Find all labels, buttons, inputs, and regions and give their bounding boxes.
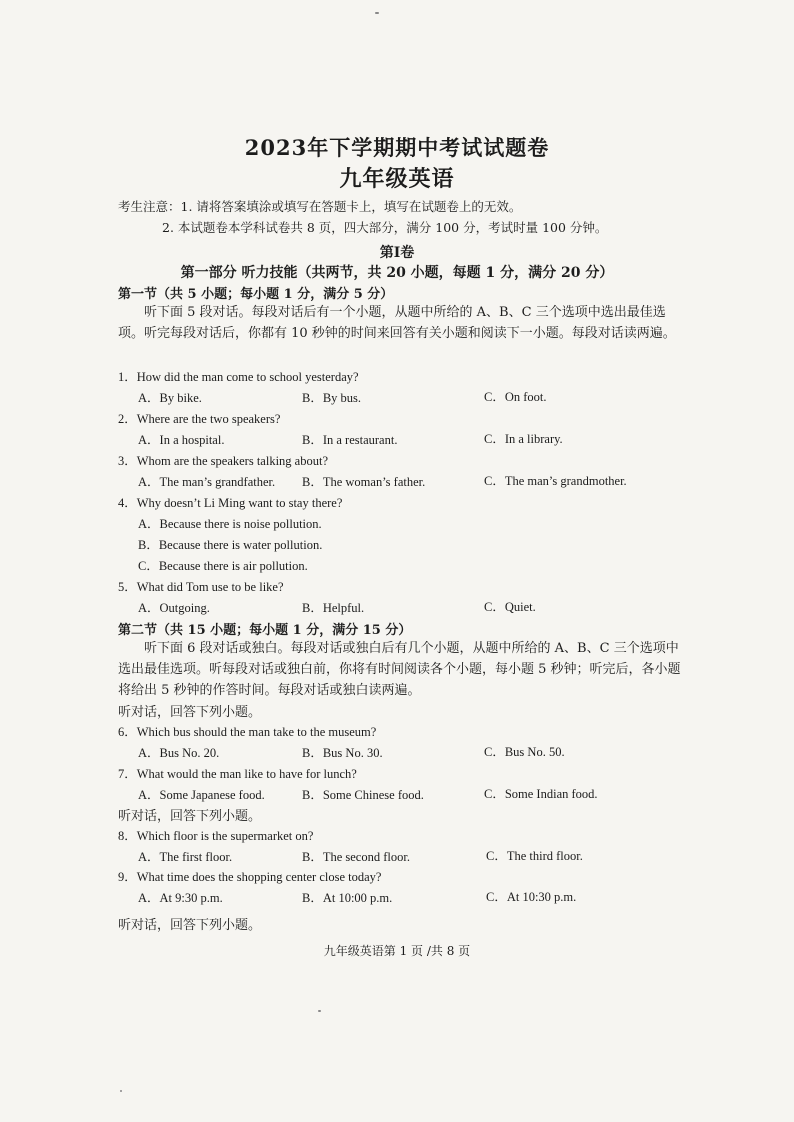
section2-heading: 第二节（共 15 小题；每小题 1 分，满分 15 分）	[118, 623, 412, 638]
section2-instruction: 听下面 6 段对话或独白。每段对话或独白后有几个小题，从题中所给的 A、B、C 三个选项中选出最佳选项。听每段对话或独白前，你将有时间阅读各个小题，每小题 5 秒钟；听完后，各小题将给出 5 秒钟的作答时间。每段对话或独白读两遍。	[118, 641, 681, 698]
option-5b: B．Helpful.	[302, 601, 365, 615]
question-1: 1．How did the man come to school yesterday?	[118, 370, 359, 384]
option-1b: B．By bus.	[302, 391, 362, 405]
question-4: 4．Why doesn’t Li Ming want to stay there?	[118, 496, 343, 510]
exam-title: 2023年下学期期中考试试题卷	[244, 135, 550, 160]
section1-instruction: 听下面 5 段对话。每段对话后有一个小题，从题中所给的 A、B、C 三个选项中选出最佳选项。听完每段对话后，你都有 10 秒钟的时间来回答有关小题和阅读下一小题。每段对话读两遍。	[118, 305, 676, 341]
option-2c: C．In a library.	[484, 432, 563, 446]
section1-heading: 第一节（共 5 小题；每小题 1 分，满分 5 分）	[118, 287, 394, 302]
question-6: 6．Which bus should the man take to the museum?	[118, 725, 377, 739]
listen-prompt-1: 听对话，回答下列小题。	[118, 705, 262, 720]
option-6a: A．Bus No. 20.	[138, 746, 220, 760]
option-2a: A．In a hospital.	[138, 433, 225, 447]
option-5a: A．Outgoing.	[138, 601, 210, 615]
option-3a: A．The man’s grandfather.	[138, 475, 276, 489]
option-7c: C．Some Indian food.	[484, 787, 598, 801]
note-line-2: 2. 本试题卷本学科试卷共 8 页，四大部分，满分 100 分，考试时量 100 分钟。	[162, 220, 608, 235]
option-9b: B．At 10:00 p.m.	[302, 891, 393, 905]
listen-prompt-3: 听对话，回答下列小题。	[118, 918, 262, 933]
option-4c: C．Because there is air pollution.	[138, 559, 308, 573]
option-4a: A．Because there is noise pollution.	[138, 517, 322, 531]
question-2: 2．Where are the two speakers?	[118, 412, 281, 426]
question-5: 5．What did Tom use to be like?	[118, 580, 284, 594]
question-7: 7．What would the man like to have for lunch?	[118, 767, 357, 781]
note-line-1: 考生注意：1. 请将答案填涂或填写在答题卡上，填写在试题卷上的无效。	[118, 199, 522, 214]
question-9: 9．What time does the shopping center close today?	[118, 870, 382, 884]
option-6c: C．Bus No. 50.	[484, 745, 565, 759]
volume-heading: 第Ⅰ卷	[379, 245, 415, 261]
option-8a: A．The first floor.	[138, 850, 233, 864]
option-5c: C．Quiet.	[484, 600, 536, 614]
question-3: 3．Whom are the speakers talking about?	[118, 454, 328, 468]
question-8: 8．Which floor is the supermarket on?	[118, 829, 314, 843]
exam-subject: 九年级英语	[339, 166, 455, 192]
option-7b: B．Some Chinese food.	[302, 788, 424, 802]
part1-heading: 第一部分 听力技能（共两节，共 20 小题，每题 1 分，满分 20 分）	[180, 265, 614, 281]
candidate-notes	[118, 196, 758, 238]
option-7a: A．Some Japanese food.	[138, 788, 265, 802]
option-3c: C．The man’s grandmother.	[484, 474, 627, 488]
option-9a: A．At 9:30 p.m.	[138, 891, 223, 905]
option-4b: B．Because there is water pollution.	[138, 538, 323, 552]
option-6b: B．Bus No. 30.	[302, 746, 383, 760]
page-footer: 九年级英语第 1 页 /共 8 页	[323, 944, 471, 958]
option-8b: B．The second floor.	[302, 850, 410, 864]
scan-speck	[318, 1010, 321, 1012]
option-1a: A．By bike.	[138, 391, 202, 405]
option-3b: B．The woman’s father.	[302, 475, 426, 489]
scan-speck	[120, 1090, 122, 1092]
option-9c: C．At 10:30 p.m.	[486, 890, 577, 904]
option-1c: C．On foot.	[484, 390, 547, 404]
listen-prompt-2: 听对话，回答下列小题。	[118, 809, 262, 824]
option-8c: C．The third floor.	[486, 849, 583, 863]
option-2b: B．In a restaurant.	[302, 433, 398, 447]
scan-speck	[375, 12, 379, 14]
